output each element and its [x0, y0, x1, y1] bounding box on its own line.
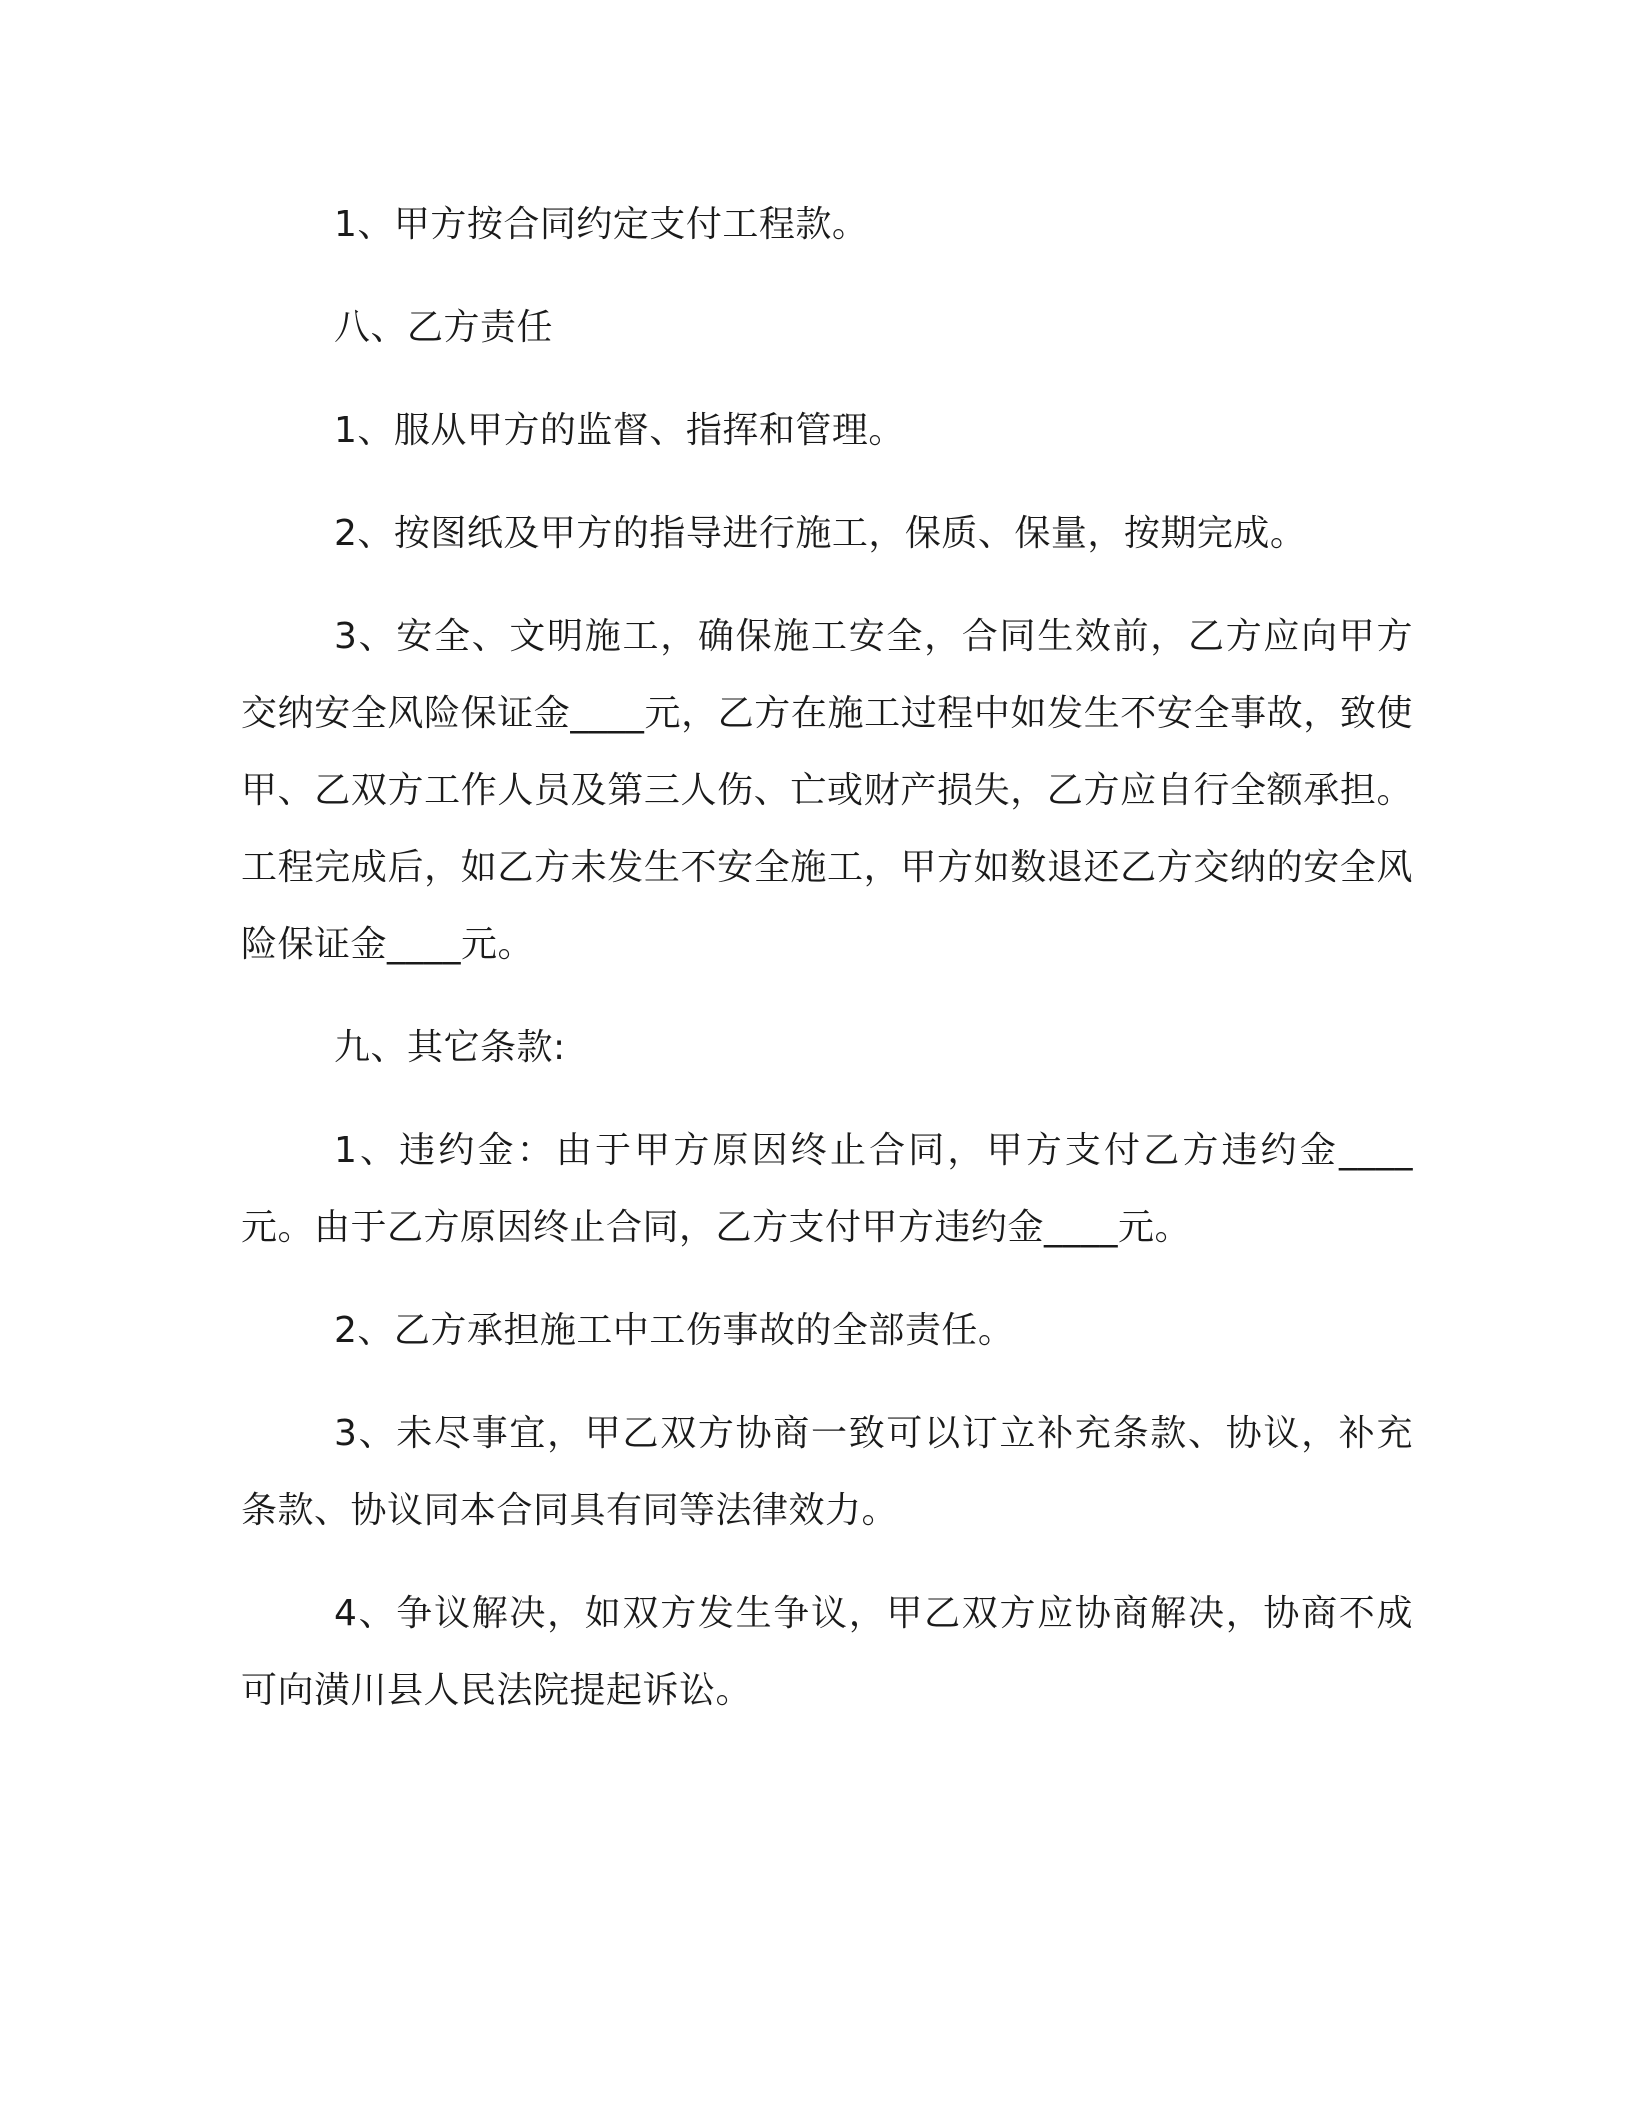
clause-supplementary-terms: 3、未尽事宜，甲乙双方协商一致可以订立补充条款、协议，补充条款、协议同本合同具有同等法律效力。 [241, 1413, 1413, 1531]
document-body [241, 186, 1413, 1729]
clause-party-a-payment: 1、甲方按合同约定支付工程款。 [334, 204, 869, 245]
clause-construction-per-drawings: 2、按图纸及甲方的指导进行施工，保质、保量，按期完成。 [334, 513, 1307, 554]
clause-liquidated-damages: 1、违约金：由于甲方原因终止合同，甲方支付乙方违约金____元。由于乙方原因终止合同，乙方支付甲方违约金____元。 [241, 1130, 1413, 1248]
clause-obey-supervision: 1、服从甲方的监督、指挥和管理。 [334, 410, 905, 451]
clause-work-injury-liability: 2、乙方承担施工中工伤事故的全部责任。 [334, 1310, 1015, 1351]
clause-dispute-resolution: 4、争议解决，如双方发生争议，甲乙双方应协商解决，协商不成可向潢川县人民法院提起诉讼。 [241, 1593, 1413, 1711]
clause-safety-deposit: 3、安全、文明施工，确保施工安全，合同生效前，乙方应向甲方交纳安全风险保证金____元，乙方在施工过程中如发生不安全事故，致使甲、乙双方工作人员及第三人伤、亡或财产损失，乙方应自行全额承担。工程完成后，如乙方未发生不安全施工，甲方如数退还乙方交纳的安全风险保证金____元。 [241, 616, 1413, 965]
section-heading-other-terms: 九、其它条款: [334, 1027, 566, 1068]
section-heading-party-b-responsibility: 八、乙方责任 [334, 307, 554, 348]
